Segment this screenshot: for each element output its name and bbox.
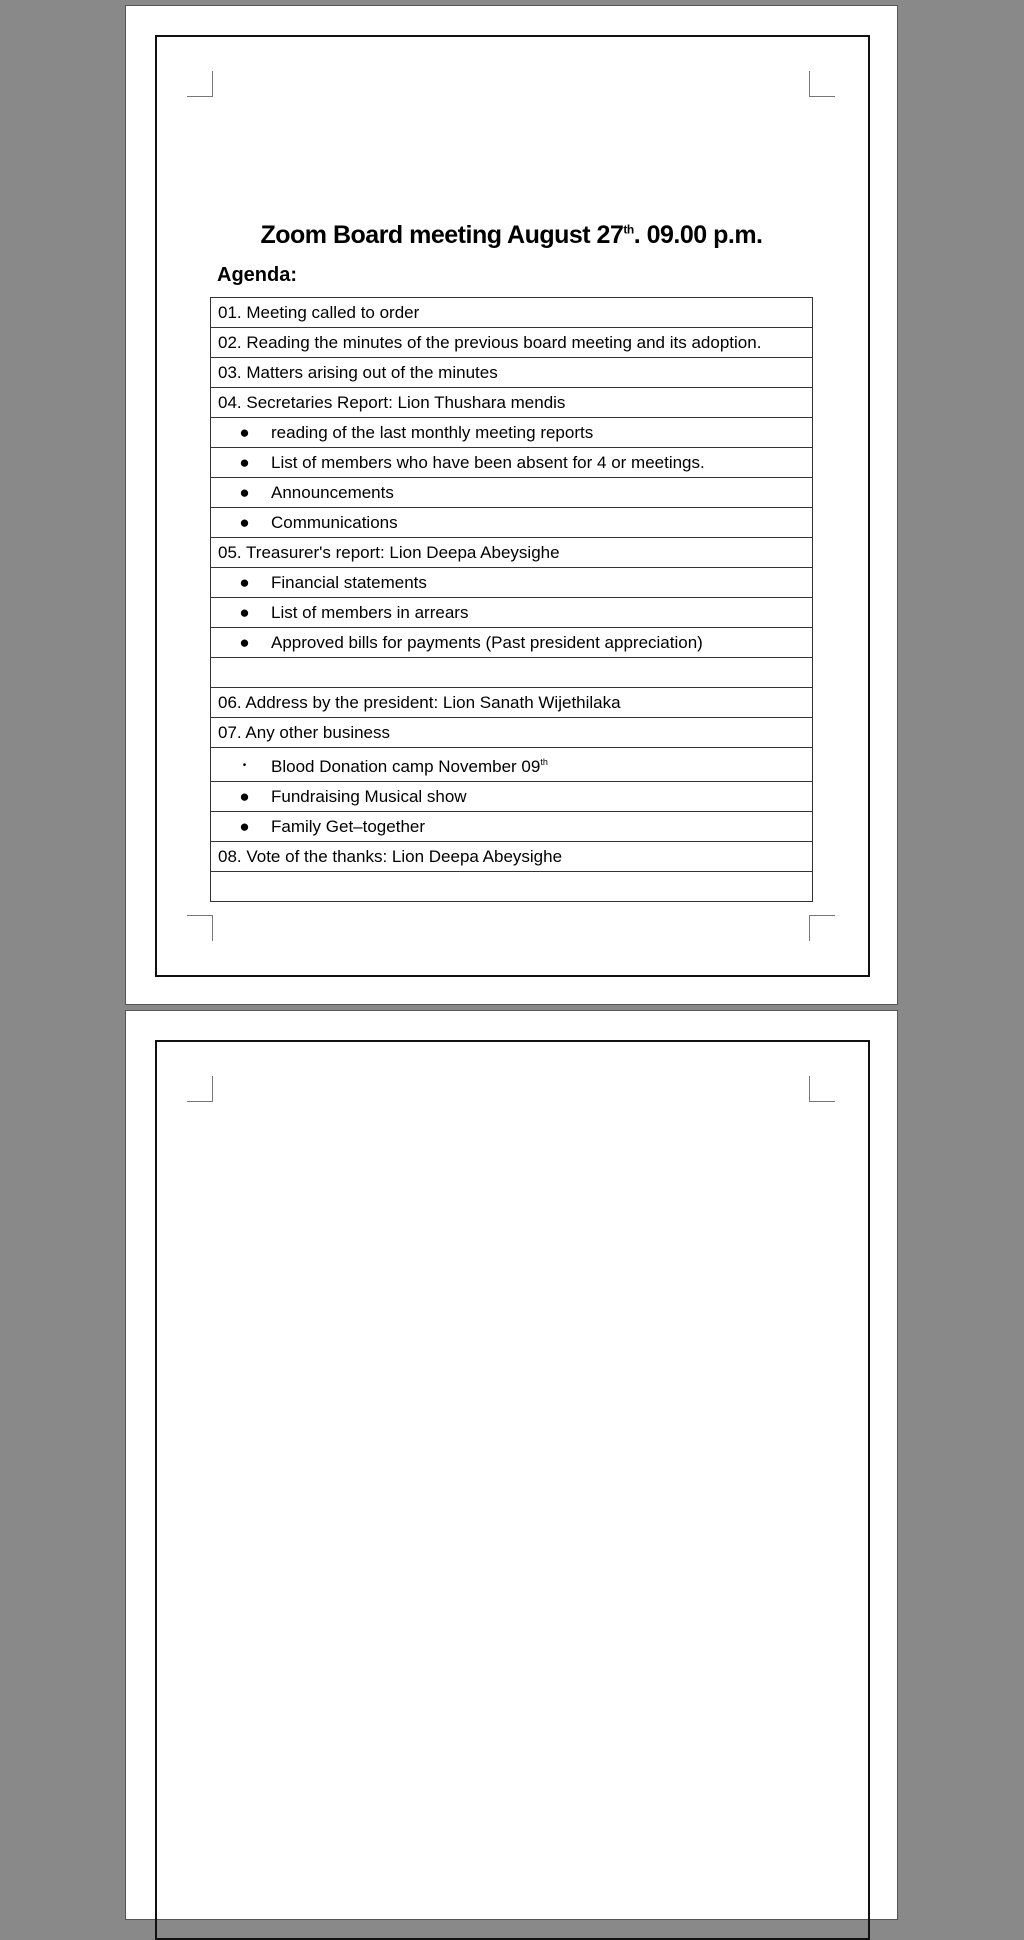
agenda-item-text: 03. Matters arising out of the minutes bbox=[218, 363, 498, 382]
agenda-item-text: Announcements bbox=[271, 483, 394, 502]
bullet-icon: ● bbox=[239, 483, 250, 502]
table-cell bbox=[211, 358, 813, 388]
table-cell bbox=[211, 478, 813, 508]
agenda-item-text: 07. Any other business bbox=[218, 723, 391, 742]
crop-mark-bottom-right bbox=[809, 915, 835, 941]
table-cell bbox=[211, 598, 813, 628]
agenda-item-text: List of members who have been absent for 4 or meetings. bbox=[271, 453, 705, 472]
table-row bbox=[211, 812, 813, 842]
table-row bbox=[211, 448, 813, 478]
agenda-item-text: List of members in arrears bbox=[271, 603, 469, 622]
table-cell bbox=[211, 688, 813, 718]
bullet-icon: ● bbox=[239, 513, 250, 532]
agenda-item-text: Family Get–together bbox=[271, 817, 426, 836]
bullet-icon: ● bbox=[239, 817, 250, 836]
title-main: Zoom Board meeting August 27 bbox=[260, 221, 624, 249]
bullet-icon: ● bbox=[239, 573, 250, 592]
crop-mark-bottom-left bbox=[187, 915, 213, 941]
agenda-table bbox=[210, 297, 813, 902]
bullet-icon: ● bbox=[239, 453, 250, 472]
bullet-icon: ● bbox=[239, 603, 250, 622]
bullet-icon: ● bbox=[239, 423, 250, 442]
agenda-item-text: 08. Vote of the thanks: Lion Deepa Abeysighe bbox=[218, 847, 563, 866]
superscript: th bbox=[540, 757, 548, 767]
table-cell bbox=[211, 298, 813, 328]
table-row bbox=[211, 658, 813, 688]
crop-mark-top-left bbox=[187, 71, 213, 97]
document-page-2 bbox=[125, 1010, 898, 1920]
agenda-item-text: 06. Address by the president: Lion Sanath Wijethilaka bbox=[218, 693, 621, 712]
table-row bbox=[211, 538, 813, 568]
document-page-1 bbox=[125, 5, 898, 1005]
bullet-icon: ● bbox=[239, 787, 250, 806]
table-row bbox=[211, 328, 813, 358]
table-cell bbox=[211, 842, 813, 872]
table-row bbox=[211, 872, 813, 902]
table-cell bbox=[211, 328, 813, 358]
bullet-icon: • bbox=[242, 760, 247, 771]
table-row bbox=[211, 842, 813, 872]
agenda-item-text: 04. Secretaries Report: Lion Thushara mendis bbox=[218, 393, 566, 412]
table-row bbox=[211, 358, 813, 388]
table-row bbox=[211, 718, 813, 748]
agenda-heading: Agenda: bbox=[217, 264, 297, 286]
table-cell bbox=[211, 658, 813, 688]
table-row bbox=[211, 628, 813, 658]
table-cell bbox=[211, 568, 813, 598]
table-cell bbox=[211, 812, 813, 842]
table-cell bbox=[211, 628, 813, 658]
table-cell bbox=[211, 748, 813, 782]
agenda-item-text: Communications bbox=[271, 513, 398, 532]
agenda-item-text: 02. Reading the minutes of the previous board meeting and its adoption. bbox=[218, 333, 762, 352]
crop-mark-top-right bbox=[809, 71, 835, 97]
table-row bbox=[211, 688, 813, 718]
crop-mark-top-right bbox=[809, 1076, 835, 1102]
page-frame bbox=[155, 1040, 870, 1940]
table-cell bbox=[211, 508, 813, 538]
table-cell bbox=[211, 448, 813, 478]
table-row bbox=[211, 598, 813, 628]
bullet-icon: ● bbox=[239, 633, 250, 652]
crop-mark-top-left bbox=[187, 1076, 213, 1102]
table-row bbox=[211, 478, 813, 508]
page-title bbox=[126, 221, 897, 250]
table-cell bbox=[211, 718, 813, 748]
table-row bbox=[211, 568, 813, 598]
agenda-item-text: Financial statements bbox=[271, 573, 427, 592]
agenda-item-text: Approved bills for payments (Past president appreciation) bbox=[271, 633, 703, 652]
title-superscript: th bbox=[623, 222, 634, 237]
table-row bbox=[211, 748, 813, 782]
agenda-item-text: 05. Treasurer's report: Lion Deepa Abeysighe bbox=[218, 543, 560, 562]
table-row bbox=[211, 418, 813, 448]
table-cell bbox=[211, 418, 813, 448]
table-row bbox=[211, 508, 813, 538]
table-cell bbox=[211, 782, 813, 812]
table-row bbox=[211, 388, 813, 418]
agenda-item-text: Blood Donation camp November 09 bbox=[271, 757, 541, 776]
table-cell bbox=[211, 538, 813, 568]
agenda-item-text: 01. Meeting called to order bbox=[218, 303, 420, 322]
table-row bbox=[211, 298, 813, 328]
agenda-item-text: Fundraising Musical show bbox=[271, 787, 467, 806]
table-cell bbox=[211, 388, 813, 418]
title-tail: . 09.00 p.m. bbox=[633, 221, 763, 249]
table-row bbox=[211, 782, 813, 812]
table-cell bbox=[211, 872, 813, 902]
agenda-item-text: reading of the last monthly meeting reports bbox=[271, 423, 594, 442]
